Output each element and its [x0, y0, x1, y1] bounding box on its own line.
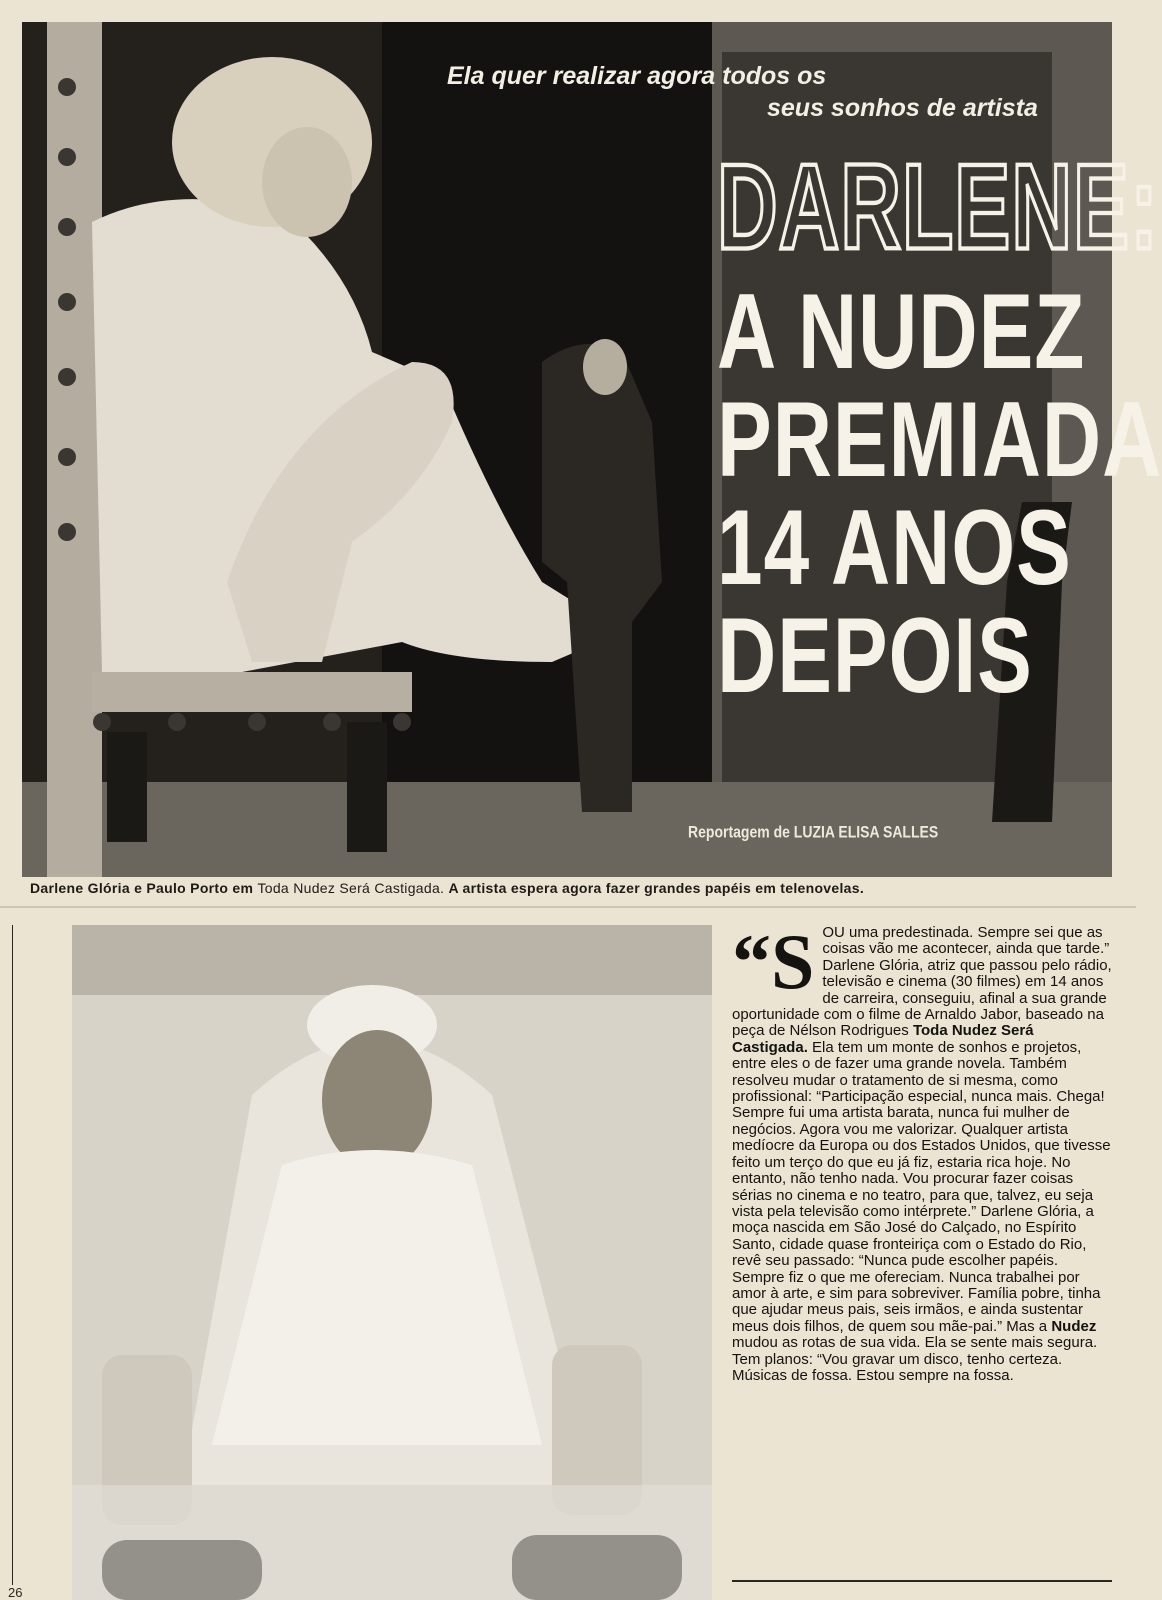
- caption-rest: A artista espera agora fazer grandes papéis em telenovelas.: [448, 880, 865, 896]
- page-number: 26: [8, 1585, 23, 1600]
- headline-line-4: 14 ANOS: [717, 489, 1072, 608]
- film-title-bold: Toda Nudez Será Castigada.: [732, 1022, 1034, 1056]
- headline-name: DARLENE:: [717, 138, 1159, 275]
- main-photo: [22, 22, 1162, 877]
- kicker-line-1: Ela quer realizar agora todos os: [447, 62, 827, 90]
- bride-photo: [72, 925, 712, 1600]
- headline-line-3: PREMIADA: [717, 381, 1162, 500]
- nudez-bold: Nudez: [1051, 1317, 1097, 1335]
- caption-film-title: Toda Nudez Será Castigada.: [257, 880, 449, 896]
- article-text-2: Ela tem um monte de sonhos e projetos, entre eles o de fazer uma grande novela. Também resolveu mudar o tratamento de si mesma, como profissional: “Participação especial, nunca mais. Chega! Sempre fui uma artista barata, nunca fui mulher de negócios. Agora vou me valorizar. Qualquer artista medíocre da Europa ou dos Estados Unidos, que tivesse feito um terço do que eu já fiz, estaria rica hoje. No entanto, não tenho nada. Vou procurar fazer coisas sérias no cinema e no teatro, para que, talvez, eu seja vista pela televisão como intérprete.” Darlene Glória, a moça nascida em São José do Calçado, no Espírito Santo, cidade quase fronteiriça com o Estado do Rio, revê seu passado: “Nunca pude escolher papéis. Sempre fiz o que me ofereciam. Nunca trabalhei por amor à arte, e sim para sobreviver. Família pobre, tinha que ajudar meus pais, seis irmãos, e ainda sustentar meus dois filhos, de quem sou mãe-pai.” Mas a: [732, 1038, 1111, 1335]
- headline-line-5: DEPOIS: [717, 597, 1033, 716]
- photo-caption: [30, 880, 864, 896]
- bottom-rule: [732, 1580, 1112, 1582]
- article-text-1: OU uma predestinada. Sempre sei que as coisas vão me acontecer, ainda que tarde.” Darlene Glória, atriz que passou pelo rádio, televisão e cinema (30 filmes) em 14 anos de carreira, conseguiu, afinal a sua grande oportunidade com o filme de Arnaldo Jabor, baseado na peça de Nélson Rodrigues: [732, 924, 1112, 1040]
- headline-line-2: A NUDEZ: [717, 273, 1086, 392]
- article-text-3: mudou as rotas de sua vida. Ela se sente mais segura. Tem planos: “Vou gravar um disco, tenho certeza. Músicas de fossa. Estou sempre na fossa.: [732, 1334, 1098, 1384]
- caption-names: Darlene Glória e Paulo Porto em: [30, 880, 258, 896]
- section-divider: [0, 906, 1136, 908]
- bride-illustration: [72, 925, 712, 1600]
- margin-rule: [12, 925, 13, 1585]
- article-body: [732, 918, 1112, 1384]
- kicker-line-2: seus sonhos de artista: [767, 94, 1038, 122]
- byline: Reportagem de LUZIA ELISA SALLES: [688, 822, 939, 842]
- drop-cap: “S: [732, 918, 815, 1005]
